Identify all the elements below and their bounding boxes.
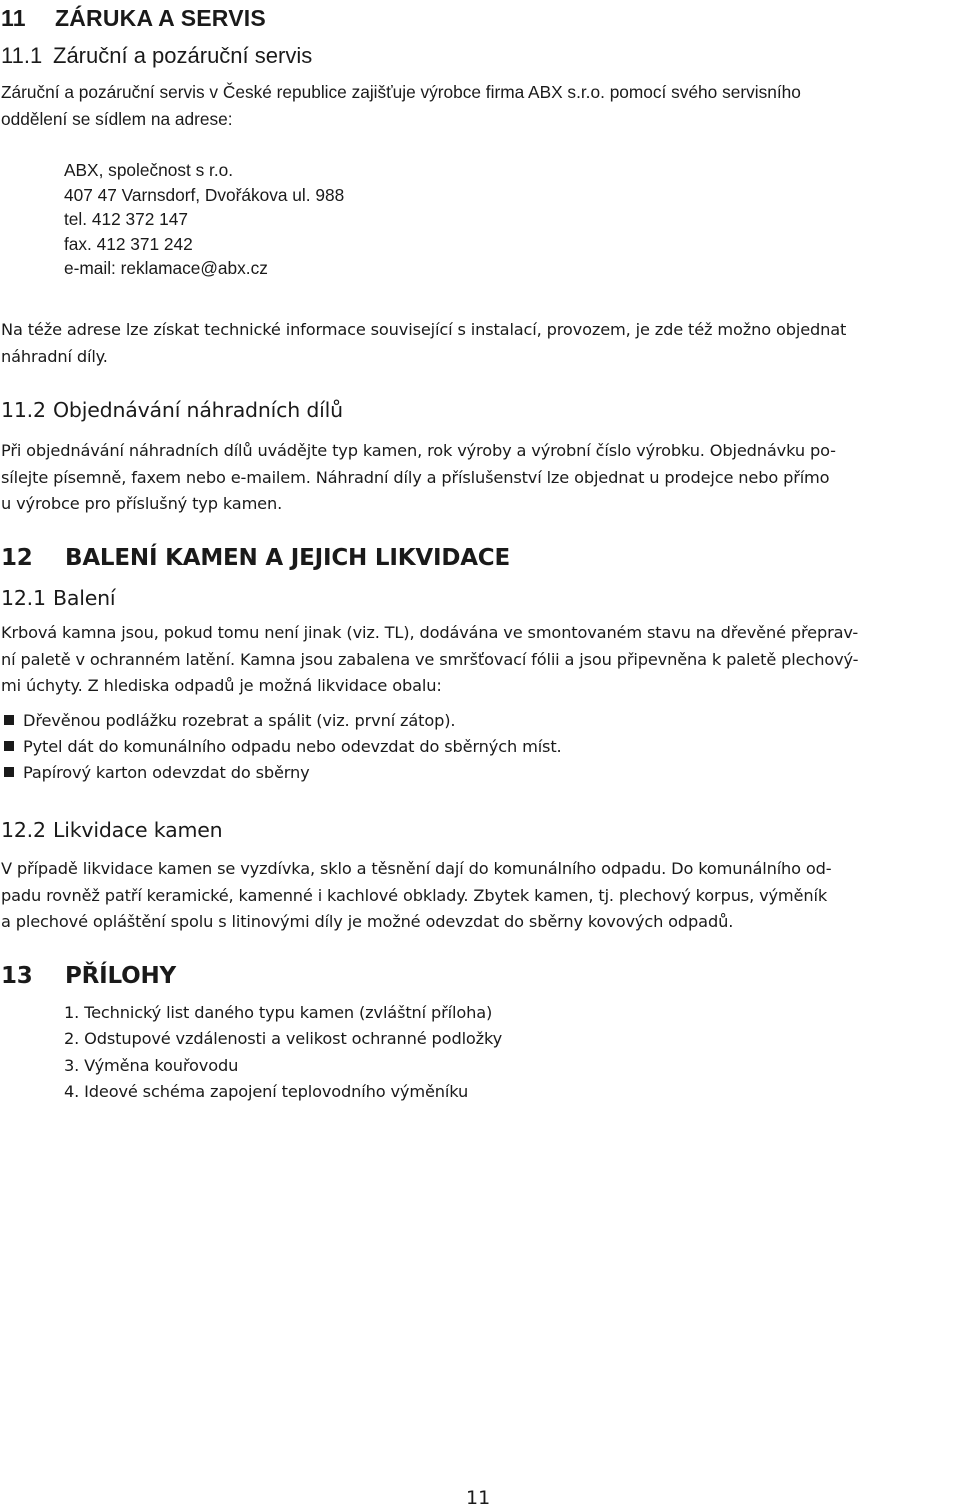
section-title: BALENÍ KAMEN A JEJICH LIKVIDACE [65, 545, 510, 571]
paragraph-line: náhradní díly. [1, 346, 108, 366]
paragraph-line: oddělení se sídlem na adrese: [1, 108, 233, 129]
subsection-11-1-heading [1, 43, 312, 69]
address-line: fax. 412 371 242 [64, 233, 193, 254]
bullet-text: Dřevěnou podlážku rozebrat a spálit (viz. první zátop). [23, 711, 456, 730]
address-block [64, 158, 344, 281]
bullet-item [4, 763, 310, 782]
address-line: e-mail: reklamace@abx.cz [64, 258, 268, 278]
address-line: 407 47 Varnsdorf, Dvořákova ul. 988 [64, 184, 345, 205]
subsection-title: Likvidace kamen [53, 818, 223, 842]
bullet-text: Pytel dát do komunálního odpadu nebo odevzdat do sběrných míst. [23, 737, 562, 756]
subsection-title: Balení [53, 586, 116, 610]
address-line: ABX, společnost s r.o. [64, 160, 234, 180]
appendix-list [64, 1000, 502, 1105]
section-title: ZÁRUKA A SERVIS [55, 5, 266, 31]
paragraph-line: V případě likvidace kamen se vyzdívka, sklo a těsnění dají do komunálního odpadu. Do komunálního od- [1, 859, 832, 878]
address-line: tel. 412 372 147 [64, 209, 188, 229]
paragraph-line: Krbová kamna jsou, pokud tomu není jinak (viz. TL), dodávána ve smontovaném stavu na dřevěné přeprav- [1, 623, 859, 642]
bullet-text: Papírový karton odevzdat do sběrny [23, 763, 310, 782]
paragraph-11-2 [1, 438, 836, 518]
paragraph-12-1 [1, 620, 858, 700]
paragraph-line: a plechové opláštění spolu s litinovými díly je možné odevzdat do sběrny kovových odpadů. [1, 912, 734, 931]
section-number: 12 [1, 545, 33, 571]
section-number: 11 [1, 5, 26, 31]
subsection-title: Záruční a pozáruční servis [53, 43, 313, 68]
paragraph-line: ní paletě v ochranném latění. Kamna jsou zabalena ve smršťovací fólii a jsou připevněna k paletě plechový- [1, 649, 859, 669]
page-number: 11 [466, 1487, 491, 1509]
section-number: 13 [1, 963, 33, 989]
subsection-title: Objednávání náhradních dílů [53, 398, 343, 422]
paragraph-line: u výrobce pro příslušný typ kamen. [1, 494, 283, 513]
section-12-heading [1, 545, 510, 571]
section-11-heading [1, 5, 266, 32]
subsection-12-1-heading [1, 586, 115, 610]
subsection-number: 12.1 [1, 586, 46, 610]
paragraph-11-1-after [1, 317, 846, 370]
subsection-11-2-heading [1, 398, 343, 422]
square-bullet-icon [4, 767, 14, 777]
paragraph-11-1 [1, 79, 801, 132]
list-item: 2. Odstupové vzdálenosti a velikost ochranné podložky [64, 1029, 503, 1049]
square-bullet-icon [4, 715, 14, 725]
square-bullet-icon [4, 741, 14, 751]
subsection-12-2-heading [1, 818, 222, 842]
list-item: 1. Technický list daného typu kamen (zvláštní příloha) [64, 1003, 493, 1022]
bullet-item [4, 711, 455, 730]
subsection-number: 11.1 [1, 43, 43, 68]
paragraph-line: Při objednávání náhradních dílů uvádějte typ kamen, rok výroby a výrobní číslo výrobku. Objednávku po- [1, 441, 836, 460]
paragraph-line: mi úchyty. Z hlediska odpadů je možná likvidace obalu: [1, 676, 442, 695]
paragraph-line: padu rovněž patří keramické, kamenné i kachlové obklady. Zbytek kamen, tj. plechový korpus, výměník [1, 885, 828, 905]
paragraph-12-2 [1, 856, 831, 936]
section-13-heading [1, 963, 176, 989]
section-title: PŘÍLOHY [65, 963, 177, 989]
list-item: 3. Výměna kouřovodu [64, 1055, 239, 1075]
paragraph-line: Záruční a pozáruční servis v České republice zajišťuje výrobce firma ABX s.r.o. pomocí svého servisního [1, 82, 801, 102]
bullet-item [4, 737, 562, 756]
subsection-number: 12.2 [1, 818, 46, 842]
list-item: 4. Ideové schéma zapojení teplovodního výměníku [64, 1081, 469, 1101]
subsection-number: 11.2 [1, 398, 46, 422]
paragraph-line: Na téže adrese lze získat technické informace související s instalací, provozem, je zde též možno objednat [1, 320, 847, 339]
paragraph-line: sílejte písemně, faxem nebo e-mailem. Náhradní díly a příslušenství lze objednat u prodejce nebo přímo [1, 467, 830, 487]
